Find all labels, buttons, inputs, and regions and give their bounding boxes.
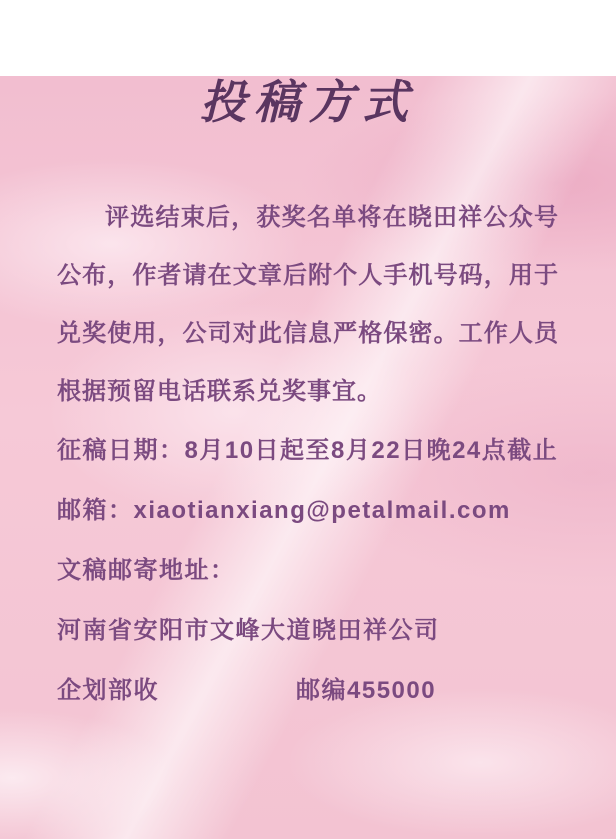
collection-period-label: 征稿日期： — [57, 437, 185, 464]
mailing-address-label: 文稿邮寄地址： — [57, 557, 236, 584]
collection-period-line — [57, 421, 559, 481]
collection-period-value: 8月10日起至8月22日晚24点截止 — [184, 437, 559, 464]
mailing-address: 河南省安阳市文峰大道晓田祥公司 — [57, 617, 440, 644]
postal-code: 邮编455000 — [296, 677, 437, 704]
submission-info-poster — [0, 76, 616, 839]
recipient-department: 企划部收 — [57, 677, 159, 704]
intro-paragraph: 评选结束后，获奖名单将在晓田祥公众号公布，作者请在文章后附个人手机号码，用于兑奖使用，公司对此信息严格保密。工作人员根据预留电话联系兑奖事宜。 — [57, 204, 559, 405]
email-address: xiaotianxiang@petalmail.com — [133, 497, 511, 524]
poster-title: 投稿方式 — [200, 76, 416, 128]
recipient-row — [57, 661, 559, 721]
email-label: 邮箱： — [57, 497, 134, 524]
email-line — [57, 481, 559, 541]
